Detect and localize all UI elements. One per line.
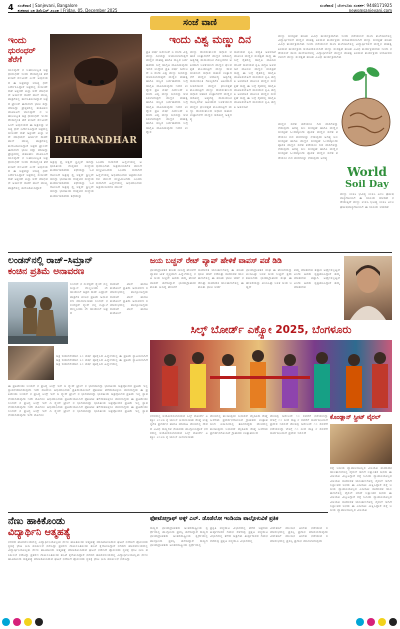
reg-mark-yellow: [24, 618, 32, 626]
reg-mark-cyan-right: [356, 618, 364, 626]
world-soil-line1: World: [347, 165, 387, 179]
phone-line: | ಬೆಂಗಳೂರು ಸಂಪರ್ಕ: 9448171925: [334, 3, 392, 8]
reg-mark-magenta: [13, 618, 21, 626]
dhurandhar-headline-line2: ಧುರಂಧರ್: [8, 46, 36, 55]
right-top-body: ಮಣ್ಣು ಸಂರಕ್ಷಣೆ ಕುರಿತು ವಿವಿಧ ಕಾರ್ಯಕ್ರಮಗಳು ಇಂದು ನಡೆಯಲಿವೆ ಶಾಲಾ ಕಾಲೇಜುಗಳಲ್ಲಿ ವಿದ್ಯಾರ್ಥಿಗಳಿಗೆ ಮಣ್ಣಿನ ಮಹತ್ವ ತಿಳಿಸುವ ಕಾರ್ಯಕ್ರಮ ಆಯೋಜಿಸಲಾಗಿದೆ ಮಣ್ಣು ಸಂರಕ್ಷಣೆ ಕುರಿತು ವಿವಿಧ ಕಾರ್ಯಕ್ರಮಗಳು ಇಂದು ನಡೆಯಲಿವೆ ಶಾಲಾ ಕಾಲೇಜುಗಳಲ್ಲಿ ವಿದ್ಯಾರ್ಥಿಗಳಿಗೆ ಮಣ್ಣಿನ ಮಹತ್ವ ತಿಳಿಸುವ ಕಾರ್ಯಕ್ರಮ ಆಯೋಜಿಸಲಾಗಿದೆ ಮಣ್ಣು ಸಂರಕ್ಷಣೆ ಕುರಿತು ವಿವಿಧ ಕಾರ್ಯಕ್ರಮಗಳು ಇಂದು ನಡೆಯಲಿವೆ ಶಾಲಾ ಕಾಲೇಜುಗಳಲ್ಲಿ ವಿದ್ಯಾರ್ಥಿಗಳಿಗೆ ಮಣ್ಣಿನ ಮಹತ್ವ ತಿಳಿಸುವ ಕಾರ್ಯಕ್ರಮ ಆಯೋಜಿಸಲಾಗಿದೆ ಮಣ್ಣು ಸಂರಕ್ಷಣೆ ಕುರಿತು ವಿವಿಧ ಕಾರ್ಯಕ್ರಮಗಳು: [278, 34, 392, 60]
koundal-body: ರಸ್ತೆ ಬದಿಯ ವ್ಯಾಪಾರಿಯೊಬ್ಬರ ವಿಡಿಯೋ ಸಾಮಾಜಿಕ ಜಾಲತಾಣಗಳಲ್ಲಿ ವೈರಲ್ ಆಗಿದೆ ಲಕ್ಷಾಂತರ ಜನರು ಈ ವಿಡಿಯೋ ವೀಕ್ಷಿಸಿದ್ದಾರೆ ರಸ್ತೆ ಬದಿಯ ವ್ಯಾಪಾರಿಯೊಬ್ಬರ ವಿಡಿಯೋ ಸಾಮಾಜಿಕ ಜಾಲತಾಣಗಳಲ್ಲಿ ವೈರಲ್ ಆಗಿದೆ ಲಕ್ಷಾಂತರ ಜನರು ಈ ವಿಡಿಯೋ ವೀಕ್ಷಿಸಿದ್ದಾರೆ ರಸ್ತೆ ಬದಿಯ ವ್ಯಾಪಾರಿಯೊಬ್ಬರ ವಿಡಿಯೋ ಸಾಮಾಜಿಕ ಜಾಲತಾಣಗಳಲ್ಲಿ ವೈರಲ್ ಆಗಿದೆ ಲಕ್ಷಾಂತರ ಜನರು ಈ ವಿಡಿಯೋ ವೀಕ್ಷಿಸಿದ್ದಾರೆ ರಸ್ತೆ ಬದಿಯ ವ್ಯಾಪಾರಿಯೊಬ್ಬರ ವಿಡಿಯೋ ಸಾಮಾಜಿಕ ಜಾಲತಾಣಗಳಲ್ಲಿ ವೈರಲ್ ಆಗಿದೆ ಲಕ್ಷಾಂತರ ಜನರು ಈ ವಿಡಿಯೋ ವೀಕ್ಷಿಸಿದ್ದಾರೆ ರಸ್ತೆ ಬದಿಯ ವ್ಯಾಪಾರಿಯೊಬ್ಬರ ವಿಡಿಯೋ: [330, 466, 392, 513]
paper-name-right: ಸಂಜೆವಾಣಿ: [319, 3, 334, 8]
world-soil-line2: Soil Day: [345, 179, 389, 190]
silk-expo-crowd-art: [150, 340, 392, 412]
soil-day-body-col1: ಪ್ರತಿ ವರ್ಷ ಡಿಸೆಂಬರ್ ೫ ರಂದು ವಿಶ್ವ ಮಣ್ಣು ದಿನವನ್ನು ಆಚರಿಸಲಾಗುತ್ತದೆ ಮಣ್ಣಿನ ಮಹತ್ವ ಹಾಗೂ ಸುಸ್ಥಿರ ನಿರ್ವಹಣೆಯ ಬಗ್ಗೆ ಜಾಗೃತಿ ಮೂಡಿಸುವುದು ಇದರ ಉದ್ದೇಶ ಪ್ರತಿ ವರ್ಷ ಡಿಸೆಂಬರ್ ೫ ರಂದು ವಿಶ್ವ ಮಣ್ಣು ದಿನವನ್ನು ಆಚರಿಸಲಾಗುತ್ತದೆ ಮಣ್ಣಿನ ಮಹತ್ವ ಹಾಗೂ ಸುಸ್ಥಿರ ನಿರ್ವಹಣೆಯ ಬಗ್ಗೆ ಜಾಗೃತಿ ಮೂಡಿಸುವುದು ಇದರ ಉದ್ದೇಶ ಪ್ರತಿ ವರ್ಷ ಡಿಸೆಂಬರ್ ೫ ರಂದು ವಿಶ್ವ ಮಣ್ಣು ದಿನವನ್ನು ಆಚರಿಸಲಾಗುತ್ತದೆ ಮಣ್ಣಿನ ಮಹತ್ವ ಹಾಗೂ ಸುಸ್ಥಿರ ನಿರ್ವಹಣೆಯ ಬಗ್ಗೆ ಜಾಗೃತಿ ಮೂಡಿಸುವುದು ಇದರ ಉದ್ದೇಶ ಪ್ರತಿ ವರ್ಷ ಡಿಸೆಂಬರ್ ೫ ರಂದು ವಿಶ್ವ ಮಣ್ಣು ದಿನವನ್ನು ಆಚರಿಸಲಾಗುತ್ತದೆ ಮಣ್ಣಿನ ಮಹತ್ವ ಹಾಗೂ ಸುಸ್ಥಿರ ನಿರ್ವಹಣೆಯ ಬಗ್ಗೆ ಜಾಗೃತಿ ಮೂಡಿಸುವುದು ಇದರ ಉದ್ದೇಶ: [146, 50, 188, 134]
dhurandhar-body-col3: ಸಿನಿಮಾ ಬಿಡುಗಡೆ ಹಿನ್ನೆಲೆಯಲ್ಲಿ ಅಭಿಮಾನಿಗಳು ಚಿತ್ರಮಂದಿರಗಳ ಮುಂದೆ ಸಂಭ್ರಮಿಸಿದರು ಸಿನಿಮಾ ಬಿಡುಗಡೆ ಹಿನ್ನೆಲೆಯಲ್ಲಿ ಅಭಿಮಾನಿಗಳು ಚಿತ್ರಮಂದಿರಗಳ ಮುಂದೆ ಸಂಭ್ರಮಿಸಿದರು ಸಿನಿಮಾ ಬಿಡುಗಡೆ ಹಿನ್ನೆಲೆಯಲ್ಲಿ ಅಭಿಮಾನಿಗಳು ಚಿತ್ರಮಂದಿರಗಳ ಮುಂದೆ: [96, 160, 142, 190]
registration-marks-right: [356, 618, 397, 626]
section-divider-upper: [8, 252, 392, 253]
reg-mark-magenta-right: [367, 618, 375, 626]
vidyarthi-headline-line2: ವಿದ್ಯಾರ್ಥಿನಿ ಆತ್ಮಹತ್ಯೆ: [8, 527, 71, 538]
silk-expo-photo: [150, 340, 392, 412]
silk-body-col1: ನಗರದಲ್ಲಿ ಆಯೋಜಿಸಲಾಗಿರುವ ಸಿಲ್ಕ್ ಬೋರ್ಡ್ ಎಕ್ಸ್ಪೋ ೨೦೨೫ ಕ್ಕೆ ಚಾಲನೆ ನೀಡಲಾಯಿತು ರೇಷ್ಮೆ ಉತ್ಪನ್ನಗಳ ಪ್ರದರ್ಶನ ಹಾಗೂ ಮಾರಾಟ ಮೇಳದಲ್ಲಿ ದೇಶದ ವಿವಿಧ ರಾಜ್ಯಗಳ ನೇಕಾರರು ಪಾಲ್ಗೊಂಡಿದ್ದಾರೆ ನಗರದಲ್ಲಿ ಆಯೋಜಿಸಲಾಗಿರುವ ಸಿಲ್ಕ್ ಬೋರ್ಡ್ ಎಕ್ಸ್ಪೋ ೨೦೨೫ ಕ್ಕೆ ಚಾಲನೆ ನೀಡಲಾಯಿತು: [150, 414, 208, 440]
page-number: 4: [8, 3, 14, 12]
jaya-bachchan-photo: [344, 256, 392, 320]
paper-name-left: ಸಂಜೆವಾಣಿ: [17, 2, 32, 8]
silk-board-headline: ಸಿಲ್ಕ್ ಬೋರ್ಡ್ ಎಕ್ಸ್ಪೋ 2025, ಬೆಂಗಳೂರು: [190, 324, 352, 336]
reg-mark-cyan: [2, 618, 10, 626]
right-mid-body: ಮಣ್ಣಿನ ಸವೆತ ತಡೆಯಲು ಗಿಡ ಮರಗಳನ್ನು ನೆಡುವುದು ಅಗತ್ಯ ಜಲ ಸಂರಕ್ಷಣೆ ಹಾಗೂ ಮಣ್ಣಿನ ಸಂರಕ್ಷಣೆ ಒಂದಕ್ಕೊಂದು ಪೂರಕ ಮಣ್ಣಿನ ಸವೆತ ತಡೆಯಲು ಗಿಡ ಮರಗಳನ್ನು ನೆಡುವುದು ಅಗತ್ಯ ಜಲ ಸಂರಕ್ಷಣೆ ಹಾಗೂ ಮಣ್ಣಿನ ಸಂರಕ್ಷಣೆ ಒಂದಕ್ಕೊಂದು ಪೂರಕ ಮಣ್ಣಿನ ಸವೆತ ತಡೆಯಲು ಗಿಡ ಮರಗಳನ್ನು ನೆಡುವುದು ಅಗತ್ಯ ಜಲ ಸಂರಕ್ಷಣೆ ಹಾಗೂ ಮಣ್ಣಿನ ಸಂರಕ್ಷಣೆ ಒಂದಕ್ಕೊಂದು ಪೂರಕ ಮಣ್ಣಿನ ಸವೆತ ತಡೆಯಲು ಗಿಡ ಮರಗಳನ್ನು ನೆಡುವುದು ಅಗತ್ಯ: [278, 122, 338, 160]
soil-globe-art: [338, 44, 394, 164]
reg-mark-yellow-right: [378, 618, 386, 626]
london-statue-photo: [8, 282, 68, 344]
registration-marks-left: [2, 618, 43, 626]
koundal-headline: ಕೊಂಡ್ಲಾನ್ ಸ್ಟ್ರೀಟ್ ವೈರಲ್: [330, 414, 381, 421]
jaya-body-col3: ಛಾಯಾಗ್ರಾಹಕರ ಸಂಘ ಈ ಹೇಳಿಕೆಯನ್ನು ಖಂಡಿಸಿತ್ತು ಬಳಿಕ ಜಯ ಬಚ್ಚನ್ ಕ್ಷಮೆ ಕೋರಿದರು ಛಾಯಾಗ್ರಾಹಕರ ಸಂಘ ಈ ಹೇಳಿಕೆಯನ್ನು ಖಂಡಿಸಿತ್ತು ಬಳಿಕ ಜಯ ಬಚ್ಚನ್: [246, 268, 292, 289]
silk-body-col3: ಮೇಳವು ಡಿಸೆಂಬರ್ ೧೦ ರವರೆಗೆ ನಡೆಯಲಿದ್ದು ಬೆಳಿಗ್ಗೆ ೧೦ ರಿಂದ ರಾತ್ರಿ ೯ ರವರೆಗೆ ಸಾರ್ವಜನಿಕರಿಗೆ ಪ್ರವೇಶ ಇರಲಿದೆ ಮೇಳವು ಡಿಸೆಂಬರ್ ೧೦ ರವರೆಗೆ ನಡೆಯಲಿದ್ದು ಬೆಳಿಗ್ಗೆ ೧೦ ರಿಂದ ರಾತ್ರಿ ೯ ರವರೆಗೆ ಸಾರ್ವಜನಿಕರಿಗೆ ಪ್ರವೇಶ ಇರಲಿದೆ: [270, 414, 328, 435]
section-flag: ಸಂಜೆ ವಾಣಿ: [150, 16, 250, 30]
jaya-body-col4: ತಮ್ಮ ಮಾತುಗಳು ತಪ್ಪಾಗಿ ಅರ್ಥೈಸಲ್ಪಟ್ಟಿವೆ ಎಂದು ಅವರು ಸ್ಪಷ್ಟಪಡಿಸಿದ್ದಾರೆ ತಮ್ಮ ಮಾತುಗಳು ತಪ್ಪಾಗಿ ಅರ್ಥೈಸಲ್ಪಟ್ಟಿವೆ ಎಂದು ಅವರು ಸ್ಪಷ್ಟಪಡಿಸಿದ್ದಾರೆ ತಮ್ಮ ಮಾತುಗಳು: [294, 268, 340, 289]
london-event-photo: [8, 346, 54, 380]
dhurandhar-body-col1: ಬಾಲಿವುಡ್ ನ ಬಹುನಿರೀಕ್ಷಿತ ಚಿತ್ರ ಧುರಂಧರ್ ಇಂದು ದೇಶಾದ್ಯಂತ ತೆರೆ ಕಂಡಿದೆ ರಣವೀರ್ ಸಿಂಗ್ ಅಭಿನಯದ ಈ ಚಿತ್ರವನ್ನು ಆದಿತ್ಯ ಧರ್ ನಿರ್ದೇಶಿಸಿದ್ದಾರೆ ಚಿತ್ರದಲ್ಲಿ ಸಂಜಯ್ ದತ್ ಅಕ್ಷಯ್ ಖನ್ನಾ ಆರ್ ಮಾಧವನ್ ಅರ್ಜುನ್ ರಾಮ್ ಪಾಲ್ ಮುಖ್ಯ ಪಾತ್ರಗಳಲ್ಲಿ ಕಾಣಿಸಿಕೊಂಡಿದ್ದಾರೆ ಚಿತ್ರದ ಟ್ರೇಲರ್ ಈಗಾಗಲೇ ಭಾರೀ ಸದ್ದು ಮಾಡಿದ್ದು ಪ್ರೇಕ್ಷಕರಲ್ಲಿ ಕುತೂಹಲ ಮೂಡಿಸಿದೆ ಬಾಲಿವುಡ್ ನ ಬಹುನಿರೀಕ್ಷಿತ ಚಿತ್ರ ಧುರಂಧರ್ ಇಂದು ದೇಶಾದ್ಯಂತ ತೆರೆ ಕಂಡಿದೆ ರಣವೀರ್ ಸಿಂಗ್ ಅಭಿನಯದ ಈ ಚಿತ್ರವನ್ನು ಆದಿತ್ಯ ಧರ್ ನಿರ್ದೇಶಿಸಿದ್ದಾರೆ ಚಿತ್ರದಲ್ಲಿ ಸಂಜಯ್ ದತ್ ಅಕ್ಷಯ್ ಖನ್ನಾ ಆರ್ ಮಾಧವನ್ ಅರ್ಜುನ್ ರಾಮ್ ಪಾಲ್ ಮುಖ್ಯ ಪಾತ್ರಗಳಲ್ಲಿ ಕಾಣಿಸಿಕೊಂಡಿದ್ದಾರೆ ಚಿತ್ರದ ಟ್ರೇಲರ್ ಈಗಾಗಲೇ ಭಾರೀ ಸದ್ದು ಮಾಡಿದ್ದು ಪ್ರೇಕ್ಷಕರಲ್ಲಿ ಕುತೂಹಲ ಮೂಡಿಸಿದೆ ಬಾಲಿವುಡ್ ನ ಬಹುನಿರೀಕ್ಷಿತ ಚಿತ್ರ ಧುರಂಧರ್ ಇಂದು ದೇಶಾದ್ಯಂತ ತೆರೆ ಕಂಡಿದೆ ರಣವೀರ್ ಸಿಂಗ್ ಅಭಿನಯದ ಈ ಚಿತ್ರವನ್ನು ಆದಿತ್ಯ ಧರ್ ನಿರ್ದೇಶಿಸಿದ್ದಾರೆ ಚಿತ್ರದಲ್ಲಿ ಸಂಜಯ್ ದತ್ ಅಕ್ಷಯ್ ಖನ್ನಾ ಆರ್ ಮಾಧವನ್ ಅರ್ಜುನ್ ರಾಮ್ ಪಾಲ್ ಮುಖ್ಯ ಪಾತ್ರಗಳಲ್ಲಿ ಕಾಣಿಸಿಕೊಂಡಿದ್ದಾರೆ: [8, 68, 48, 190]
statue-figure-art: [8, 282, 68, 344]
silk-body-col2: ಮೇಳದಲ್ಲಿ ಕಾಂಚೀಪುರಂ ಬನಾರಸ್ ಮೈಸೂರು ರೇಷ್ಮೆ ಸೀರೆಗಳು ಪ್ರದರ್ಶನಗೊಂಡಿವೆ ಗ್ರಾಹಕರು ಉತ್ಸಾಹದಿಂದ ಖರೀದಿಯಲ್ಲಿ ತೊಡಗಿದ್ದರು ಮೇಳದಲ್ಲಿ ಕಾಂಚೀಪುರಂ ಬನಾರಸ್ ಮೈಸೂರು ರೇಷ್ಮೆ ಸೀರೆಗಳು ಪ್ರದರ್ಶನಗೊಂಡಿವೆ ಗ್ರಾಹಕರು ಉತ್ಸಾಹದಿಂದ: [210, 414, 268, 435]
soil-day-body-col3: ಸಾವಯವ ಕೃಷಿ ಪದ್ಧತಿ ಅಳವಡಿಕೆ ಮೂಲಕ ಮಣ್ಣಿನ ಸಂರಕ್ಷಣೆ ಸಾಧ್ಯ ಈ ಬಗ್ಗೆ ರೈತರಲ್ಲಿ ಜಾಗೃತಿ ಮೂಡಿಸಬೇಕಿದೆ ಸಾವಯವ ಕೃಷಿ ಪದ್ಧತಿ ಅಳವಡಿಕೆ ಮೂಲಕ ಮಣ್ಣಿನ ಸಂರಕ್ಷಣೆ ಸಾಧ್ಯ ಈ ಬಗ್ಗೆ ರೈತರಲ್ಲಿ ಜಾಗೃತಿ ಮೂಡಿಸಬೇಕಿದೆ ಸಾವಯವ ಕೃಷಿ ಪದ್ಧತಿ ಅಳವಡಿಕೆ ಮೂಲಕ ಮಣ್ಣಿನ ಸಂರಕ್ಷಣೆ ಸಾಧ್ಯ ಈ ಬಗ್ಗೆ ರೈತರಲ್ಲಿ ಜಾಗೃತಿ ಮೂಡಿಸಬೇಕಿದೆ ಸಾವಯವ ಕೃಷಿ ಪದ್ಧತಿ ಅಳವಡಿಕೆ ಮೂಲಕ ಮಣ್ಣಿನ ಸಂರಕ್ಷಣೆ ಸಾಧ್ಯ ಈ ಬಗ್ಗೆ ರೈತರಲ್ಲಿ ಜಾಗೃತಿ ಮೂಡಿಸಬೇಕಿದೆ ಸಾವಯವ ಕೃಷಿ ಪದ್ಧತಿ ಅಳವಡಿಕೆ: [234, 50, 276, 109]
world-soil-day-graphic: [338, 44, 394, 164]
reg-mark-black-right: [389, 618, 397, 626]
london-body-col2: ಶಾರುಖ್ ಖಾನ್ ಹಾಗೂ ಕಾಜೋಲ್ ಪ್ರತಿಮೆ ಅನಾವರಣ ಸಮಾರಂಭದಲ್ಲಿ ಪಾಲ್ಗೊಂಡಿದ್ದರು ಶಾರುಖ್ ಖಾನ್ ಹಾಗೂ ಕಾಜೋಲ್ ಪ್ರತಿಮೆ ಅನಾವರಣ ಸಮಾರಂಭದಲ್ಲಿ ಪಾಲ್ಗೊಂಡಿದ್ದರು ಶಾರುಖ್ ಖಾನ್ ಹಾಗೂ ಕಾಜೋಲ್: [110, 282, 148, 316]
edition-label: | Sanjevani, Bangalore: [32, 2, 78, 8]
world-soil-title: [340, 166, 394, 190]
soil-day-body-col2: ಮಣ್ಣು ಜೀವಸಂಕುಲದ ಆಧಾರ ಆಹಾರ ಉತ್ಪಾದನೆಗೆ ಮಣ್ಣಿನ ಆರೋಗ್ಯ ಅತ್ಯಗತ್ಯ ರಾಸಾಯನಿಕ ಗೊಬ್ಬರಗಳ ಅತಿಯಾದ ಬಳಕೆಯಿಂದ ಮಣ್ಣಿನ ಫಲವತ್ತತೆ ಕುಸಿಯುತ್ತಿದೆ ಮಣ್ಣು ಜೀವಸಂಕುಲದ ಆಧಾರ ಆಹಾರ ಉತ್ಪಾದನೆಗೆ ಮಣ್ಣಿನ ಆರೋಗ್ಯ ಅತ್ಯಗತ್ಯ ರಾಸಾಯನಿಕ ಗೊಬ್ಬರಗಳ ಅತಿಯಾದ ಬಳಕೆಯಿಂದ ಮಣ್ಣಿನ ಫಲವತ್ತತೆ ಕುಸಿಯುತ್ತಿದೆ ಮಣ್ಣು ಜೀವಸಂಕುಲದ ಆಧಾರ ಆಹಾರ ಉತ್ಪಾದನೆಗೆ ಮಣ್ಣಿನ ಆರೋಗ್ಯ ಅತ್ಯಗತ್ಯ ರಾಸಾಯನಿಕ ಗೊಬ್ಬರಗಳ ಅತಿಯಾದ ಬಳಕೆಯಿಂದ ಮಣ್ಣಿನ ಫಲವತ್ತತೆ ಕುಸಿಯುತ್ತಿದೆ ಮಣ್ಣು ಜೀವಸಂಕುಲದ ಆಧಾರ ಆಹಾರ ಉತ್ಪಾದನೆಗೆ ಮಣ್ಣಿನ ಆರೋಗ್ಯ ಅತ್ಯಗತ್ಯ: [190, 50, 232, 122]
jaya-body-col1: ಛಾಯಾಗ್ರಾಹಕರ ಕುರಿತು ನೀಡಿದ್ದ ಹೇಳಿಕೆಗೆ ವ್ಯಾಪಕ ಟೀಕೆ ವ್ಯಕ್ತವಾದ ಹಿನ್ನೆಲೆಯಲ್ಲಿ ನಟಿ ಜಯ ಬಚ್ಚನ್ ಅವರು ತಮ್ಮ ಹೇಳಿಕೆ ವಾಪಸ್ ಪಡೆದಿದ್ದಾರೆ ಛಾಯಾಗ್ರಾಹಕರ ಕುರಿತು ನೀಡಿದ್ದ ಹೇಳಿಕೆಗೆ: [150, 268, 196, 289]
email-line: news@sanjevani.com: [348, 8, 392, 13]
photography-headline: ಫೋಟೋಗ್ರಾಫ್ ಅಕ್ಕ್ ಎಲ್. ಡೊಡೆಲೋ ಇಂಡಿಯಾ ಪಾಲ್ಗೊಳುವಿಕೆ ಪ್ರತಿಕ: [150, 516, 279, 522]
koundal-photo: [330, 424, 392, 464]
vidyarthi-headline: [8, 516, 148, 538]
london-body-col1: ಲಂಡನ್ ನ ಲೀಸೆಸ್ಟರ್ ಸ್ಕ್ವೇರ್ ನಲ್ಲಿ ದಿಲ್ವಾಲೆ ದುಲ್ಹನಿಯಾ ಲೇ ಜಾಯೇಂಗೆ ಚಿತ್ರದ ರಾಜ್ ಸಿಮ್ರಾನ್ ಪಾತ್ರಗಳ ಕಂಚಿನ ಪ್ರತಿಮೆ ಅನಾವರಣ ಮಾಡಲಾಯಿತು ಲಂಡನ್ ನ ಲೀಸೆಸ್ಟರ್ ಸ್ಕ್ವೇರ್ ನಲ್ಲಿ ದಿಲ್ವಾಲೆ ದುಲ್ಹನಿಯಾ ಲೇ ಜಾಯೇಂಗೆ ಚಿತ್ರದ: [70, 282, 108, 316]
dhurandhar-headline: [8, 36, 48, 64]
dhurandhar-headline-line1: ಇಂದು: [8, 36, 27, 46]
poster-title: DHURANDHAR: [54, 136, 138, 146]
photography-body-col1: ರಾಜ್ಯದ ಛಾಯಾಗ್ರಾಹಕರು ಅಂತರರಾಷ್ಟ್ರೀಯ ಸ್ಪರ್ಧೆಯಲ್ಲಿ ಪಾಲ್ಗೊಂಡು ಪ್ರಶಸ್ತಿ ಪಡೆದಿದ್ದಾರೆ ರಾಜ್ಯದ ಛಾಯಾಗ್ರಾಹಕರು ಅಂತರರಾಷ್ಟ್ರೀಯ ಸ್ಪರ್ಧೆಯಲ್ಲಿ ಪಾಲ್ಗೊಂಡು ಪ್ರಶಸ್ತಿ ಪಡೆದಿದ್ದಾರೆ ರಾಜ್ಯದ ಛಾಯಾಗ್ರಾಹಕರು ಅಂತರರಾಷ್ಟ್ರೀಯ ಸ್ಪರ್ಧೆಯಲ್ಲಿ: [150, 526, 208, 547]
jaya-body-col2: ಸಾಮಾಜಿಕ ಜಾಲತಾಣಗಳಲ್ಲಿ ಈ ಕುರಿತು ಭಾರೀ ಚರ್ಚೆ ನಡೆದಿತ್ತು ಸಾಮಾಜಿಕ ಜಾಲತಾಣಗಳಲ್ಲಿ ಈ ಕುರಿತು ಭಾರೀ ಚರ್ಚೆ ನಡೆದಿತ್ತು ಸಾಮಾಜಿಕ ಜಾಲತಾಣಗಳಲ್ಲಿ ಈ ಕುರಿತು ಭಾರೀ ಚರ್ಚೆ: [198, 268, 244, 289]
date-line: ಶುಕ್ರವಾರ ೦೫ ಡಿಸೆಂಬರ್ ೨೦೨೫ | Friday, 05, December 2025: [17, 7, 118, 13]
london-headline-line1: ಲಂಡನ್‌ನಲ್ಲಿ ರಾಜ್–ಸಿಮ್ರಾನ್: [8, 256, 93, 266]
dhurandhar-headline-line3: ತೆರೆಗೆ: [8, 55, 22, 64]
soil-day-headline: ಇಂದು ವಿಶ್ವ ಮಣ್ಣು ದಿನ: [169, 34, 251, 46]
page-folio: [8, 3, 392, 13]
london-headline: [8, 256, 148, 278]
right-lower-body: ಮಣ್ಣು ಉಳಿಸಿ ಭವಿಷ್ಯ ಉಳಿಸಿ ಎಂಬ ಘೋಷವಾಕ್ಯದೊಂದಿಗೆ ಈ ಬಾರಿಯ ಆಚರಣೆ ನಡೆಯುತ್ತಿದೆ ಮಣ್ಣು ಉಳಿಸಿ ಭವಿಷ್ಯ ಉಳಿಸಿ ಎಂಬ ಘೋಷವಾಕ್ಯದೊಂದಿಗೆ ಈ ಬಾರಿಯ ಆಚರಣೆ: [340, 192, 394, 209]
london-body-col3: ಚಿತ್ರ ಬಿಡುಗಡೆಯಾಗಿ ೩೦ ವರ್ಷ ಪೂರೈಸಿದ ಹಿನ್ನೆಲೆಯಲ್ಲಿ ಈ ಪ್ರತಿಮೆ ಸ್ಥಾಪಿಸಲಾಗಿದೆ ಚಿತ್ರ ಬಿಡುಗಡೆಯಾಗಿ ೩೦ ವರ್ಷ ಪೂರೈಸಿದ ಹಿನ್ನೆಲೆಯಲ್ಲಿ ಈ ಪ್ರತಿಮೆ ಸ್ಥಾಪಿಸಲಾಗಿದೆ ಚಿತ್ರ ಬಿಡುಗಡೆಯಾಗಿ ೩೦ ವರ್ಷ ಪೂರೈಸಿದ ಹಿನ್ನೆಲೆಯಲ್ಲಿ: [56, 354, 148, 367]
london-body-col4: ಈ ಪ್ರತಿಮೆಯು ಲಂಡನ್ ನ ಪ್ರಸಿದ್ಧ ಸೀನ್ಸ್ ಇನ್ ದಿ ಸ್ಕ್ವೇರ್ ಟ್ರೇಲ್ ನ ಭಾಗವಾಗಿದ್ದು ಭಾರತೀಯ ಚಿತ್ರವೊಂದರ ಪ್ರತಿಮೆ ಇಲ್ಲಿ ಸ್ಥಾಪನೆಯಾಗಿರುವುದು ಇದೇ ಮೊದಲು ಅಭಿಮಾನಿಗಳು ಪ್ರತಿಮೆಯೊಂದಿಗೆ ಫೋಟೋ ತೆಗೆದುಕೊಳ್ಳಲು ಮುಗಿಬಿದ್ದರು ಈ ಪ್ರತಿಮೆಯು ಲಂಡನ್ ನ ಪ್ರಸಿದ್ಧ ಸೀನ್ಸ್ ಇನ್ ದಿ ಸ್ಕ್ವೇರ್ ಟ್ರೇಲ್ ನ ಭಾಗವಾಗಿದ್ದು ಭಾರತೀಯ ಚಿತ್ರವೊಂದರ ಪ್ರತಿಮೆ ಇಲ್ಲಿ ಸ್ಥಾಪನೆಯಾಗಿರುವುದು ಇದೇ ಮೊದಲು ಅಭಿಮಾನಿಗಳು ಪ್ರತಿಮೆಯೊಂದಿಗೆ ಫೋಟೋ ತೆಗೆದುಕೊಳ್ಳಲು ಮುಗಿಬಿದ್ದರು ಈ ಪ್ರತಿಮೆಯು ಲಂಡನ್ ನ ಪ್ರಸಿದ್ಧ ಸೀನ್ಸ್ ಇನ್ ದಿ ಸ್ಕ್ವೇರ್ ಟ್ರೇಲ್ ನ ಭಾಗವಾಗಿದ್ದು ಭಾರತೀಯ ಚಿತ್ರವೊಂದರ ಪ್ರತಿಮೆ ಇಲ್ಲಿ ಸ್ಥಾಪನೆಯಾಗಿರುವುದು ಇದೇ ಮೊದಲು ಅಭಿಮಾನಿಗಳು ಪ್ರತಿಮೆಯೊಂದಿಗೆ ಫೋಟೋ ತೆಗೆದುಕೊಳ್ಳಲು ಮುಗಿಬಿದ್ದರು ಈ ಪ್ರತಿಮೆಯು ಲಂಡನ್ ನ ಪ್ರಸಿದ್ಧ ಸೀನ್ಸ್ ಇನ್ ದಿ ಸ್ಕ್ವೇರ್ ಟ್ರೇಲ್ ನ ಭಾಗವಾಗಿದ್ದು ಭಾರತೀಯ ಚಿತ್ರವೊಂದರ ಪ್ರತಿಮೆ ಇಲ್ಲಿ ಸ್ಥಾಪನೆಯಾಗಿರುವುದು ಇದೇ ಮೊದಲು: [8, 384, 148, 418]
photography-body-col2: ಪ್ರಕೃತಿ ವನ್ಯಜೀವಿ ವಿಭಾಗದಲ್ಲಿ ತೆಗೆದ ಚಿತ್ರಗಳು ತೀರ್ಪುಗಾರರ ಗಮನ ಸೆಳೆದವು ಪ್ರಕೃತಿ ವನ್ಯಜೀವಿ ವಿಭಾಗದಲ್ಲಿ ತೆಗೆದ ಚಿತ್ರಗಳು ತೀರ್ಪುಗಾರರ ಗಮನ ಸೆಳೆದವು ಪ್ರಕೃತಿ ವನ್ಯಜೀವಿ ವಿಭಾಗದಲ್ಲಿ: [210, 526, 268, 543]
vidyarthi-body: ನಗರದ ಹೊರವಲಯದಲ್ಲಿ ವಿದ್ಯಾರ್ಥಿನಿಯೊಬ್ಬಳು ನೇಣು ಹಾಕಿಕೊಂಡು ಆತ್ಮಹತ್ಯೆ ಮಾಡಿಕೊಂಡಿರುವ ಘಟನೆ ನಡೆದಿದೆ ಪೊಲೀಸರು ಸ್ಥಳಕ್ಕೆ ಭೇಟಿ ನೀಡಿ ಪರಿಶೀಲನೆ ನಡೆಸಿದ್ದು ಪ್ರಕರಣ ದಾಖಲಿಸಿಕೊಂಡು ತನಿಖೆ ಕೈಗೊಂಡಿದ್ದಾರೆ ನಗರದ ಹೊರವಲಯದಲ್ಲಿ ವಿದ್ಯಾರ್ಥಿನಿಯೊಬ್ಬಳು ನೇಣು ಹಾಕಿಕೊಂಡು ಆತ್ಮಹತ್ಯೆ ಮಾಡಿಕೊಂಡಿರುವ ಘಟನೆ ನಡೆದಿದೆ ಪೊಲೀಸರು ಸ್ಥಳಕ್ಕೆ ಭೇಟಿ ನೀಡಿ ಪರಿಶೀಲನೆ ನಡೆಸಿದ್ದು ಪ್ರಕರಣ ದಾಖಲಿಸಿಕೊಂಡು ತನಿಖೆ ಕೈಗೊಂಡಿದ್ದಾರೆ ನಗರದ ಹೊರವಲಯದಲ್ಲಿ ವಿದ್ಯಾರ್ಥಿನಿಯೊಬ್ಬಳು ನೇಣು ಹಾಕಿಕೊಂಡು ಆತ್ಮಹತ್ಯೆ ಮಾಡಿಕೊಂಡಿರುವ ಘಟನೆ ನಡೆದಿದೆ ಪೊಲೀಸರು ಸ್ಥಳಕ್ಕೆ ಭೇಟಿ ನೀಡಿ ಪರಿಶೀಲನೆ ನಡೆಸಿದ್ದು: [8, 540, 148, 561]
jaya-bachchan-headline: ಜಯ ಬಚ್ಚನ್ ರೇಟ್ ಪ್ಯಾಪ್ ಹೇಳಿಕೆ ವಾಪಸ್ ಪಡೆ ಡಿಡಿ: [150, 256, 282, 265]
reg-mark-black: [35, 618, 43, 626]
vidyarthi-headline-line1: ನೆಣು ಹಾಕಿಕೊಂಡು: [8, 516, 66, 527]
photography-body-col3: ವಿಜೇತರಿಗೆ ಮುಂದಿನ ತಿಂಗಳು ನಡೆಯುವ ಸಮಾರಂಭದಲ್ಲಿ ಪ್ರಶಸ್ತಿ ಪ್ರದಾನ ಮಾಡಲಾಗುವುದು ವಿಜೇತರಿಗೆ ಮುಂದಿನ ತಿಂಗಳು ನಡೆಯುವ ಸಮಾರಂಭದಲ್ಲಿ ಪ್ರಶಸ್ತಿ ಪ್ರದಾನ ಮಾಡಲಾಗುವುದು: [270, 526, 328, 543]
section-divider-lower: [8, 512, 328, 513]
dhurandhar-body-col2: ಚಿತ್ರವು ಸ್ಪೈ ಆಕ್ಷನ್ ಥ್ರಿಲ್ಲರ್ ಆಗಿದ್ದು ಭಾರತೀಯ ಗುಪ್ತಚರ ಸಂಸ್ಥೆಯ ಕಾರ್ಯಾಚರಣೆಯ ಕಥೆಯನ್ನು ಒಳಗೊಂಡಿದೆ ಚಿತ್ರವು ಸ್ಪೈ ಆಕ್ಷನ್ ಥ್ರಿಲ್ಲರ್ ಆಗಿದ್ದು ಭಾರತೀಯ ಗುಪ್ತಚರ ಸಂಸ್ಥೆಯ ಕಾರ್ಯಾಚರಣೆಯ ಕಥೆಯನ್ನು ಒಳಗೊಂಡಿದೆ ಚಿತ್ರವು ಸ್ಪೈ ಆಕ್ಷನ್ ಥ್ರಿಲ್ಲರ್ ಆಗಿದ್ದು ಭಾರತೀಯ ಗುಪ್ತಚರ ಸಂಸ್ಥೆಯ ಕಾರ್ಯಾಚರಣೆಯ ಕಥೆಯನ್ನು: [50, 160, 94, 198]
london-headline-line2: ಕಂಚಿನ ಪ್ರತಿಮೆ ಅನಾವರಣ: [8, 267, 85, 277]
jaya-portrait-art: [344, 256, 392, 320]
dhurandhar-poster: [50, 34, 142, 158]
